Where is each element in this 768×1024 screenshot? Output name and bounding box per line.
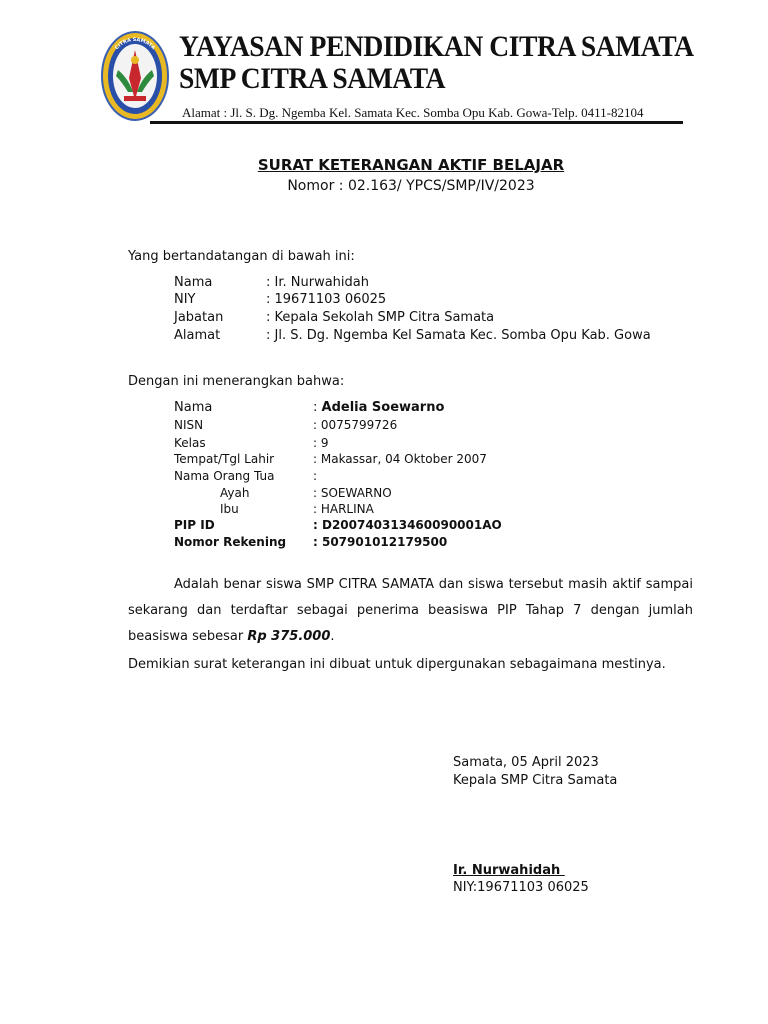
pip-value: : D200740313460090001AO [313,518,502,532]
mother-label: Ibu [220,502,239,516]
signer-value: : 19671103 06025 [266,292,387,307]
school-name: SMP CITRA SAMATA [179,62,446,95]
letter-title: SURAT KETERANGAN AKTIF BELAJAR [257,156,565,174]
foundation-name: YAYASAN PENDIDIKAN CITRA SAMATA [179,30,694,63]
place-date: Samata, 05 April 2023 [453,755,599,770]
mother-value: : HARLINA [313,502,374,516]
signer-label: NIY [174,292,196,307]
ttl-value: : Makassar, 04 Oktober 2007 [313,452,487,466]
closing-text: Demikian surat keterangan ini dibuat untuk dipergunakan sebagaimana mestinya. [128,657,666,672]
nisn-value: : 0075799726 [313,418,398,432]
account-value: : 507901012179500 [313,535,448,549]
nisn-label: NISN [174,418,204,432]
school-address: Alamat : Jl. S. Dg. Ngemba Kel. Samata Kec. Somba Opu Kab. Gowa-Telp. 0411-82104 [182,105,644,120]
parents-label: Nama Orang Tua [174,469,275,483]
signer-label: Alamat [174,328,221,343]
school-logo [100,30,170,122]
father-label: Ayah [220,486,250,500]
signer-niy: NIY:19671103 06025 [453,880,589,895]
father-value: : SOEWARNO [313,486,392,500]
signer-position: Kepala SMP Citra Samata [453,773,618,788]
logo-lettering: CITRA SAMATA [113,36,157,52]
signer-value: : Jl. S. Dg. Ngemba Kel Samata Kec. Somba Opu Kab. Gowa [266,328,651,343]
statement-paragraph: Adalah benar siswa SMP CITRA SAMATA dan siswa tersebut masih aktif sampai sekarang dan terdaftar sebagai penerima beasiswa PIP Tahap 7 dengan jumlah beasiswa sebesar Rp 375.000. [128,577,693,644]
kelas-value: : 9 [313,436,329,450]
student-name-value: : Adelia Soewarno [313,400,445,415]
intro-text: Yang bertandatangan di bawah ini: [128,249,355,264]
parents-value: : [313,469,318,483]
letter-number: Nomor : 02.163/ YPCS/SMP/IV/2023 [287,178,535,194]
account-label: Nomor Rekening [174,535,287,549]
signer-name: Ir. Nurwahidah [453,863,565,878]
scholarship-amount: Rp 375.000 [247,629,331,644]
signer-label: Jabatan [174,310,224,325]
ttl-label: Tempat/Tgl Lahir [174,452,275,466]
signer-value: : Kepala Sekolah SMP Citra Samata [266,310,495,325]
pip-label: PIP ID [174,518,215,532]
header-divider [150,121,683,124]
kelas-label: Kelas [174,436,206,450]
signer-value: : Ir. Nurwahidah [266,275,369,290]
declare-text: Dengan ini menerangkan bahwa: [128,374,345,389]
signer-label: Nama [174,275,213,290]
student-name-label: Nama [174,400,213,415]
